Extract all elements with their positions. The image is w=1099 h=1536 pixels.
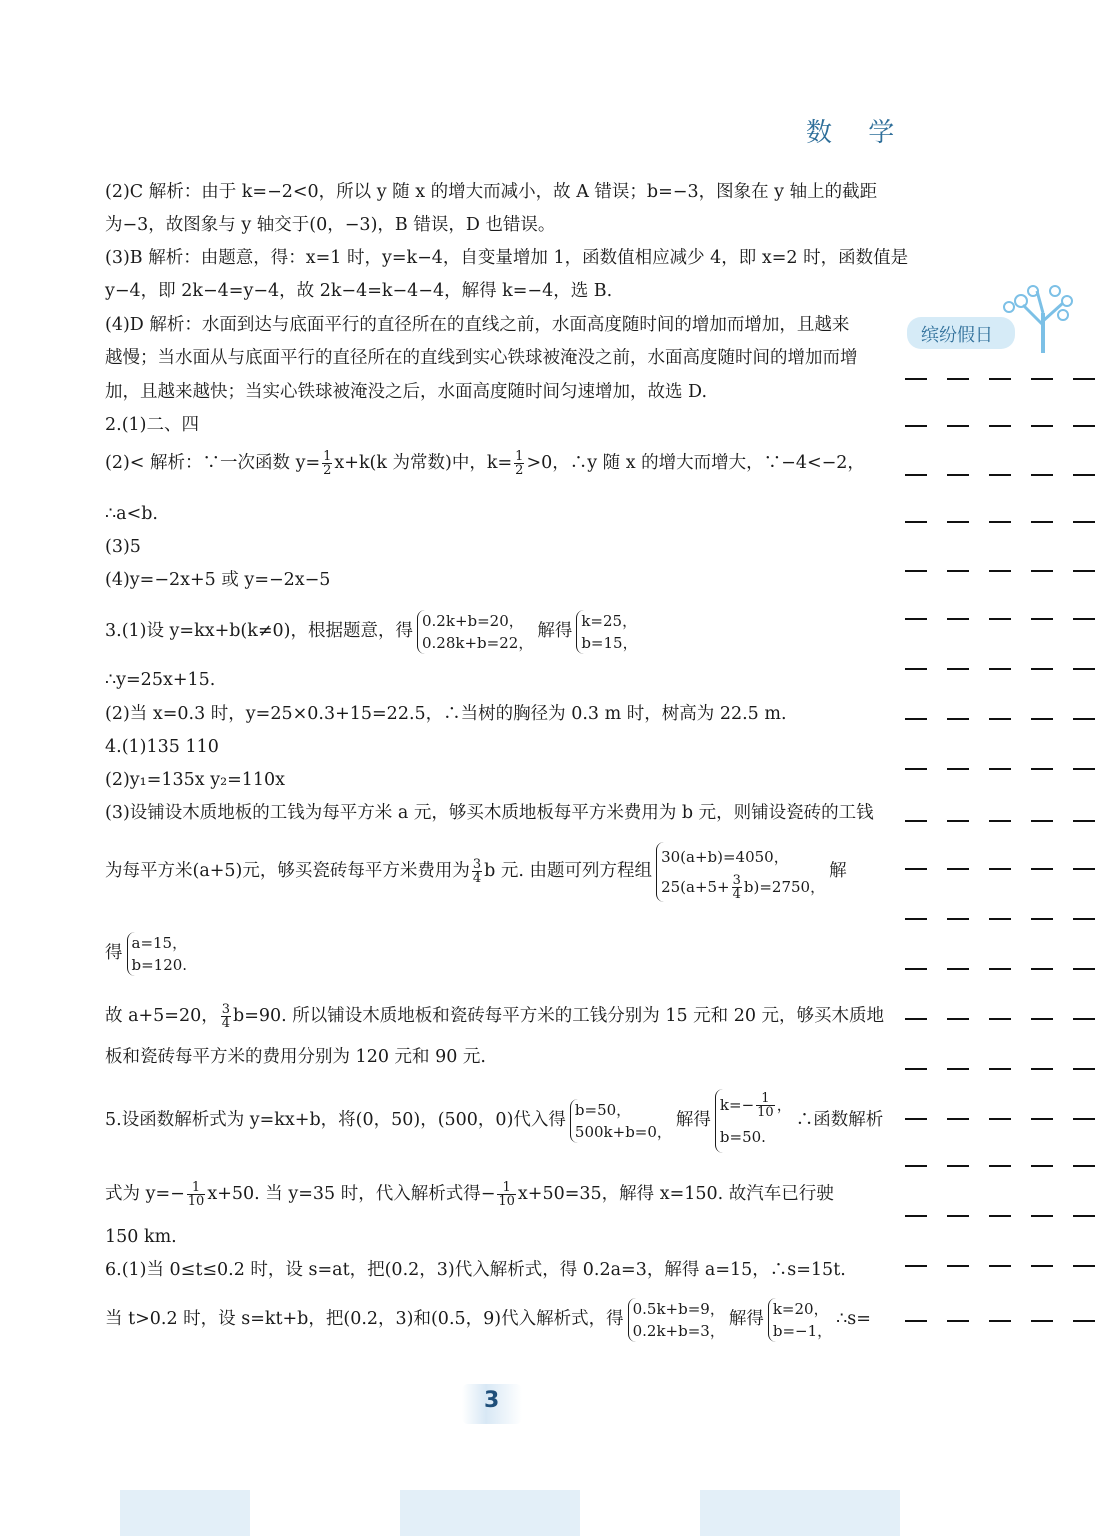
note-dash	[905, 668, 927, 670]
note-line	[905, 521, 1095, 524]
note-dash	[989, 1215, 1011, 1217]
answer-text: ∴s=	[836, 1309, 871, 1329]
answer-line: (3)设铺设木质地板的工钱为每平方米 a 元，够买木质地板每平方米费用为 b 元，则铺设瓷砖的工钱	[105, 803, 874, 823]
note-dash	[905, 1215, 927, 1217]
note-dash	[989, 1018, 1011, 1020]
note-dash	[989, 1320, 1011, 1322]
answer-line	[105, 1294, 871, 1344]
note-dash	[1031, 1320, 1053, 1322]
note-dash	[905, 718, 927, 720]
note-dash	[1073, 668, 1095, 670]
answer-line: 2.(1)二、四	[105, 415, 199, 435]
note-line	[905, 1215, 1095, 1218]
note-dash	[1031, 474, 1053, 476]
note-dash	[947, 521, 969, 523]
note-dash	[905, 918, 927, 920]
note-dash	[1073, 868, 1095, 870]
answer-line: (2)y₁=135x y₂=110x	[105, 770, 286, 790]
answer-text: 为每平方米(a+5)元，够买瓷砖每平方米费用为	[105, 861, 470, 881]
note-dash	[1031, 1018, 1053, 1020]
note-dash	[989, 1165, 1011, 1167]
note-dash	[1073, 425, 1095, 427]
answer-text: 当 t>0.2 时，设 s=kt+b，把(0.2，3)和(0.5，9)代入解析式，得	[105, 1309, 624, 1329]
bottom-decoration	[120, 1490, 250, 1536]
answer-text: 得	[105, 943, 123, 963]
note-dash	[1031, 425, 1053, 427]
answer-line: 越慢；当水面从与底面平行的直径所在的直线到实心铁球被淹没之前，水面高度随时间的增加而增	[105, 348, 858, 368]
answer-text: 3.(1)设 y=kx+b(k≠0)，根据题意，得	[105, 621, 413, 641]
note-dash	[947, 718, 969, 720]
note-line	[905, 918, 1095, 921]
answer-line: 4.(1)135 110	[105, 737, 219, 757]
note-dash	[947, 474, 969, 476]
answer-line: y−4，即 2k−4=y−4，故 2k−4=k−4−4，解得 k=−4，选 B.	[105, 281, 613, 301]
answer-line	[105, 606, 642, 656]
note-dash	[1031, 868, 1053, 870]
note-dash	[947, 1265, 969, 1267]
note-dash	[1031, 378, 1053, 380]
note-dash	[1031, 968, 1053, 970]
note-line	[905, 425, 1095, 428]
note-dash	[1073, 521, 1095, 523]
note-dash	[905, 1165, 927, 1167]
fraction: $\frac{1}{2}$	[515, 449, 524, 478]
note-dash	[947, 1320, 969, 1322]
note-dash	[947, 918, 969, 920]
note-dash	[989, 718, 1011, 720]
note-line	[905, 1118, 1095, 1121]
answer-line: 板和瓷砖每平方米的费用分别为 120 元和 90 元.	[105, 1047, 486, 1067]
equation-system: 0.5k+b=9， 0.2k+b=3，	[628, 1298, 725, 1342]
answer-line: 6.(1)当 0≤t≤0.2 时，设 s=at，把(0.2，3)代入解析式，得 0.2a=3，解得 a=15，∴s=15t.	[105, 1260, 846, 1280]
answer-text: x+50=35，解得 x=150. 故汽车已行驶	[517, 1184, 834, 1204]
note-dash	[989, 968, 1011, 970]
note-dash	[1073, 474, 1095, 476]
note-line	[905, 1068, 1095, 1071]
note-dash	[905, 1118, 927, 1120]
note-dash	[905, 1320, 927, 1322]
note-line	[905, 718, 1095, 721]
note-dash	[989, 570, 1011, 572]
answer-text: b 元. 由题可列方程组	[484, 861, 653, 881]
note-dash	[989, 868, 1011, 870]
note-dash	[1031, 1118, 1053, 1120]
note-dash	[989, 918, 1011, 920]
note-dash	[989, 378, 1011, 380]
note-dash	[905, 768, 927, 770]
note-dash	[947, 1165, 969, 1167]
note-dash	[1073, 1018, 1095, 1020]
answer-line	[105, 928, 191, 978]
note-dash	[905, 1018, 927, 1020]
answer-line	[105, 1178, 834, 1210]
answer-text: 故 a+5=20，	[105, 1006, 219, 1026]
answer-line: 150 km.	[105, 1227, 177, 1247]
note-dash	[947, 618, 969, 620]
note-dash	[1073, 618, 1095, 620]
note-dash	[1073, 1265, 1095, 1267]
note-dash	[1073, 718, 1095, 720]
equation-system: b=50， 500k+b=0，	[570, 1099, 672, 1143]
note-dash	[1073, 1068, 1095, 1070]
note-dash	[1031, 521, 1053, 523]
note-dash	[947, 1215, 969, 1217]
answer-line: 为−3，故图象与 y 轴交于(0，−3)，B 错误，D 也错误。	[105, 215, 556, 235]
equation-system: k=− $\frac{1}{10}$ ， b=50.	[715, 1089, 792, 1153]
note-dash	[947, 1018, 969, 1020]
note-dash	[905, 868, 927, 870]
answer-text: x+50. 当 y=35 时，代入解析式得−	[207, 1184, 496, 1204]
note-dash	[947, 820, 969, 822]
note-dash	[1073, 1165, 1095, 1167]
answer-line	[105, 836, 847, 906]
fraction: $\frac{3}{4}$	[472, 857, 482, 886]
note-dash	[947, 968, 969, 970]
note-dash	[905, 618, 927, 620]
answer-line: (3)5	[105, 537, 141, 557]
answer-text: ∴函数解析	[795, 1110, 884, 1130]
answer-line: ∴y=25x+15.	[105, 670, 216, 690]
page-number: 3	[484, 1388, 500, 1413]
note-dash	[947, 1068, 969, 1070]
note-dash	[1031, 1068, 1053, 1070]
note-dash	[1031, 718, 1053, 720]
note-dash	[989, 521, 1011, 523]
note-dash	[1031, 768, 1053, 770]
note-line	[905, 378, 1095, 381]
bottom-decoration	[400, 1490, 580, 1536]
fraction: $\frac{1}{2}$	[323, 449, 332, 478]
note-dash	[947, 1118, 969, 1120]
answer-line: (2)C 解析：由于 k=−2<0，所以 y 随 x 的增大而减小，故 A 错误；b=−3，图象在 y 轴上的截距	[105, 182, 878, 202]
note-dash	[989, 768, 1011, 770]
answer-text: 式为 y=−	[105, 1184, 185, 1204]
note-dash	[905, 570, 927, 572]
note-dash	[1031, 918, 1053, 920]
note-dash	[905, 1265, 927, 1267]
note-dash	[905, 1068, 927, 1070]
equation-system: 30(a+b)=4050， 25(a+5+ $\frac{3}{4}$ b)=2750，	[656, 842, 825, 902]
note-dash	[1073, 1215, 1095, 1217]
answer-text: 5.设函数解析式为 y=kx+b，将(0，50)，(500，0)代入得	[105, 1110, 566, 1130]
answer-text: 解	[829, 861, 847, 881]
answer-text: b=90. 所以铺设木质地板和瓷砖每平方米的工钱分别为 15 元和 20 元，够买木质地	[233, 1006, 885, 1026]
equation-system: 0.2k+b=20， 0.28k+b=22，	[417, 610, 533, 654]
page-number-badge	[462, 1384, 522, 1424]
answer-text: >0，∴y 随 x 的增大而增大，∵−4<−2，	[526, 453, 865, 473]
note-dash	[989, 474, 1011, 476]
answer-line: 加，且越来越快；当实心铁球被淹没之后，水面高度随时间匀速增加，故选 D.	[105, 382, 708, 402]
subject-title: 数 学	[806, 118, 909, 148]
note-line	[905, 668, 1095, 671]
equation-system: a=15， b=120.	[127, 932, 188, 976]
note-dash	[989, 1118, 1011, 1120]
note-dash	[1073, 768, 1095, 770]
note-dash	[1073, 820, 1095, 822]
note-dash	[1073, 918, 1095, 920]
note-dash	[947, 425, 969, 427]
note-dash	[1073, 378, 1095, 380]
note-dash	[1073, 570, 1095, 572]
note-dash	[905, 521, 927, 523]
note-line	[905, 474, 1095, 477]
answer-line: (3)B 解析：由题意，得：x=1 时，y=k−4，自变量增加 1，函数值相应减少 4，即 x=2 时，函数值是	[105, 248, 909, 268]
note-dash	[989, 425, 1011, 427]
answer-text: 解得	[728, 1309, 764, 1329]
note-dash	[1073, 968, 1095, 970]
note-dash	[989, 820, 1011, 822]
note-dash	[1031, 618, 1053, 620]
answer-text: 解得	[675, 1110, 711, 1130]
note-dash	[905, 820, 927, 822]
equation-system: k=20， b=−1，	[768, 1298, 832, 1342]
note-dash	[905, 968, 927, 970]
answer-text: (2)< 解析：∵一次函数 y=	[105, 453, 321, 473]
answer-line	[105, 1085, 883, 1155]
note-dash	[989, 1265, 1011, 1267]
bottom-decoration	[700, 1490, 900, 1536]
note-dash	[905, 474, 927, 476]
fraction: $\frac{1}{10}$	[498, 1180, 515, 1209]
note-line	[905, 1018, 1095, 1021]
note-dash	[989, 668, 1011, 670]
note-dash	[1073, 1118, 1095, 1120]
note-dash	[1031, 820, 1053, 822]
note-dash	[1073, 1320, 1095, 1322]
answer-line	[105, 1000, 884, 1032]
note-dash	[1031, 668, 1053, 670]
answer-line	[105, 450, 865, 477]
answer-line: (4)D 解析：水面到达与底面平行的直径所在的直线之前，水面高度随时间的增加而增加，且越来	[105, 315, 850, 335]
note-dash	[1031, 1165, 1053, 1167]
note-dash	[947, 868, 969, 870]
note-line	[905, 570, 1095, 573]
note-dash	[905, 425, 927, 427]
equation-system: k=25， b=15，	[576, 610, 637, 654]
tree-label: 缤纷假日	[921, 325, 993, 346]
fraction: $\frac{1}{10}$	[187, 1180, 205, 1209]
answer-line: ∴a<b.	[105, 504, 158, 524]
note-line	[905, 1320, 1095, 1323]
note-dash	[947, 570, 969, 572]
answer-line: (4)y=−2x+5 或 y=−2x−5	[105, 570, 331, 590]
answer-text: 解得	[537, 621, 573, 641]
note-dash	[947, 378, 969, 380]
note-dash	[947, 668, 969, 670]
note-dash	[905, 378, 927, 380]
note-line	[905, 1265, 1095, 1268]
note-line	[905, 768, 1095, 771]
note-dash	[947, 768, 969, 770]
answer-line: (2)当 x=0.3 时，y=25×0.3+15=22.5，∴当树的胸径为 0.3 m 时，树高为 22.5 m.	[105, 704, 787, 724]
note-line	[905, 868, 1095, 871]
fraction: $\frac{3}{4}$	[221, 1002, 231, 1031]
note-line	[905, 968, 1095, 971]
note-dash	[989, 618, 1011, 620]
note-line	[905, 618, 1095, 621]
note-dash	[989, 1068, 1011, 1070]
note-dash	[1031, 1265, 1053, 1267]
note-line	[905, 820, 1095, 823]
note-dash	[1031, 570, 1053, 572]
note-line	[905, 1165, 1095, 1168]
holiday-tree-logo	[905, 285, 1075, 355]
answer-text: x+k(k 为常数)中，k=	[334, 453, 513, 473]
note-dash	[1031, 1215, 1053, 1217]
